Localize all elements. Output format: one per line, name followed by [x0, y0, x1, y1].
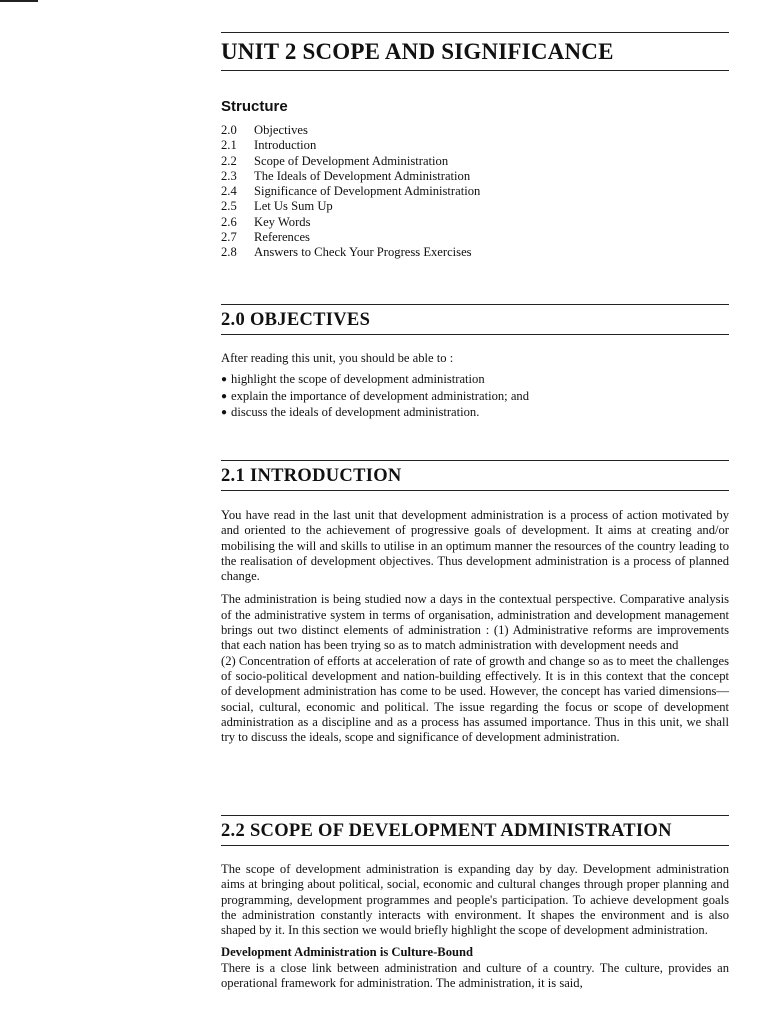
- toc-label: Key Words: [254, 214, 311, 229]
- scope-heading: 2.2 SCOPE OF DEVELOPMENT ADMINISTRATION: [221, 821, 672, 841]
- toc-label: Answers to Check Your Progress Exercises: [254, 245, 472, 260]
- objectives-intro: After reading this unit, you should be able to :: [221, 351, 454, 365]
- introduction-paragraph-2: The administration is being studied now a days in the contextual perspective. Comparative analysis of the administrative system in terms of organisation, administration and development management brings out two distinct elements of administration : (1) Administrative reforms are improvements that each nation has been trying so as to match administration with development needs and: [221, 592, 729, 653]
- toc-label: Scope of Development Administration: [254, 153, 449, 168]
- toc-item: [221, 154, 729, 169]
- unit-title-block: [221, 32, 729, 71]
- toc-item: [221, 215, 729, 230]
- objective-item: ● highlight the scope of development administration: [221, 372, 729, 388]
- toc-number: 2.1: [221, 138, 237, 153]
- scope-paragraph-1: The scope of development administration is expanding day by day. Development administration aims at bringing about political, social, economic and cultural changes through proper planning and programming, development programmes and people's participation. To achieve development goals the administration constantly interacts with environment. It shapes the environment and is also shaped by it. In this section we would briefly highlight the scope of development administration.: [221, 862, 729, 938]
- page-corner-mark: [0, 0, 38, 2]
- introduction-paragraph-1: You have read in the last unit that development administration is a process of action motivated by and oriented to the achievement of progressive goals of development. It aims at creating and/or mobilising the will and skills to utilise in an optimum manner the resources of the country leading to the realisation of development objectives. Thus development administration is a process of planned change.: [221, 508, 729, 584]
- structure-heading: Structure: [221, 98, 288, 115]
- structure-section: [221, 98, 729, 261]
- table-of-contents: [221, 123, 729, 261]
- toc-number: 2.0: [221, 123, 237, 137]
- section-bottom-rule: [221, 334, 729, 335]
- objectives-list: [221, 372, 729, 421]
- title-bottom-rule: [221, 70, 729, 71]
- toc-number: 2.2: [221, 153, 237, 168]
- culture-bound-subheading: Development Administration is Culture-Bound: [221, 945, 474, 960]
- toc-label: References: [254, 230, 310, 245]
- toc-label: The Ideals of Development Administration: [254, 168, 471, 183]
- objective-item: ● discuss the ideals of development administration.: [221, 405, 729, 421]
- objectives-heading: 2.0 OBJECTIVES: [221, 310, 371, 330]
- toc-number: 2.4: [221, 184, 237, 199]
- introduction-heading: 2.1 INTRODUCTION: [221, 466, 402, 486]
- toc-number: 2.3: [221, 168, 237, 183]
- toc-label: Significance of Development Administration: [254, 184, 481, 199]
- toc-item: [221, 169, 729, 184]
- toc-item: [221, 184, 729, 199]
- toc-number: 2.7: [221, 230, 237, 245]
- toc-item: [221, 138, 729, 153]
- introduction-paragraph-2-continued: (2) Concentration of efforts at acceleration of rate of growth and change so as to meet the challenges of socio-political development and nation-building effectively. It is in this context that the concept of development administration has come to be used. However, the concept has varied dimensions—social, cultural, economic and political. The issue regarding the focus or scope of development administration as a discipline and as a process has assumed importance. Thus in this unit, we shall try to discuss the ideals, scope and significance of development administration.: [221, 653, 729, 745]
- toc-label: Let Us Sum Up: [254, 199, 333, 214]
- unit-title: UNIT 2 SCOPE AND SIGNIFICANCE: [221, 39, 614, 64]
- toc-item: [221, 230, 729, 245]
- section-bottom-rule: [221, 845, 729, 846]
- toc-item: [221, 199, 729, 214]
- toc-number: 2.5: [221, 199, 237, 214]
- toc-label: Objectives: [254, 123, 308, 137]
- scope-paragraph-2: There is a close link between administration and culture of a country. The culture, provides an operational framework for administration. The administration, it is said,: [221, 960, 729, 991]
- objective-item: ● explain the importance of development administration; and: [221, 389, 729, 405]
- section-bottom-rule: [221, 490, 729, 491]
- toc-number: 2.8: [221, 245, 237, 260]
- introduction-section: [221, 460, 729, 745]
- toc-item: [221, 245, 729, 260]
- toc-label: Introduction: [254, 138, 317, 153]
- objectives-section: [221, 304, 729, 421]
- toc-number: 2.6: [221, 214, 237, 229]
- scope-section: [221, 815, 729, 991]
- toc-item: [221, 123, 729, 138]
